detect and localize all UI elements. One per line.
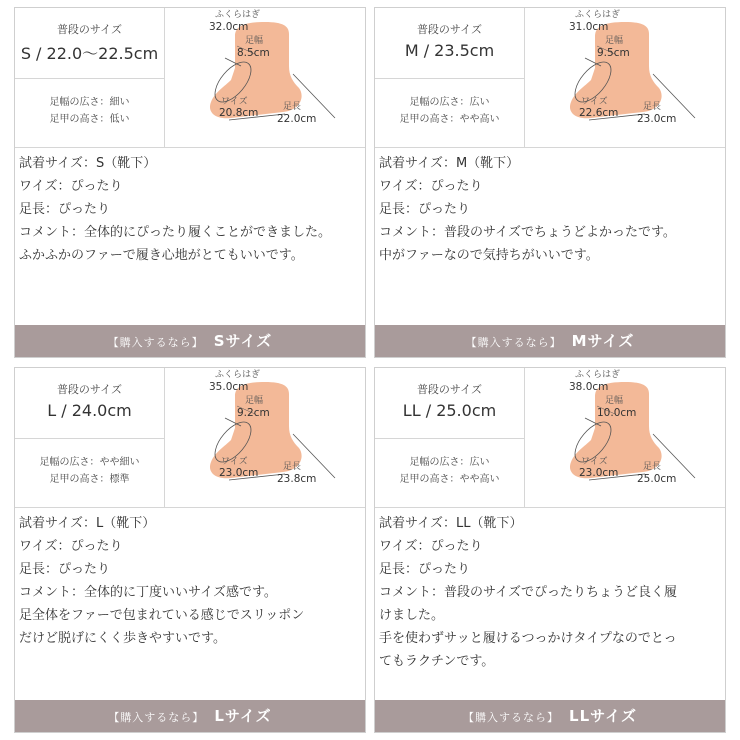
review-line: 足長：ぴったり [19,562,111,577]
calf-label: ふくらはぎ [215,10,261,20]
review-line: 試着サイズ：LL（靴下） [379,516,523,531]
review-line: 試着サイズ：M（靴下） [379,156,520,171]
foot-fit-notes [375,454,524,488]
foot-length-label: 足長 [283,462,302,472]
calf-value: 31.0cm [569,21,609,33]
review-line: だけど脱げにくく歩きやすいです。 [19,631,226,646]
review-line: ワイズ：ぴったり [19,539,123,554]
ankle-width-label: 足幅 [245,396,264,406]
review-line: 試着サイズ：L（靴下） [19,516,156,531]
foot-length-value: 22.0cm [277,113,317,125]
review-text [19,152,363,267]
foot-measurement-illustration [525,8,725,148]
size-info-panel [15,8,165,148]
foot-diagram [165,368,367,508]
recommended-size-bar [375,700,725,732]
review-line: けました。 [379,608,445,623]
foot-measurement-illustration [525,368,725,508]
size-review-card [14,7,366,358]
foot-measurement-illustration [165,8,365,148]
usual-size-value: LL / 25.0cm [402,401,497,420]
foot-length-label: 足長 [283,102,302,112]
calf-label: ふくらはぎ [575,370,621,380]
wise-value: 23.0cm [219,467,259,479]
foot-length-value: 23.8cm [277,473,317,485]
instep-height-note: 足甲の高さ：標準 [49,474,130,485]
wise-value: 22.6cm [579,107,619,119]
foot-length-value: 23.0cm [637,113,677,125]
review-line: 手を使わずサッと履けるつっかけタイプなのでとっ [379,631,677,646]
instep-height-note: 足甲の高さ：やや高い [399,474,500,485]
foot-fit-notes [375,94,524,128]
foot-width-note: 足幅の広さ：細い [49,97,130,108]
foot-length-value: 25.0cm [637,473,677,485]
review-line: 足長：ぴったり [19,202,111,217]
usual-size-value: M / 23.5cm [404,41,495,60]
size-review-card [374,367,726,733]
ankle-width-value: 9.2cm [237,407,270,419]
ankle-width-value: 10.0cm [597,407,637,419]
size-info-panel [375,8,525,148]
usual-size-label: 普段のサイズ [416,23,483,36]
usual-size-box [375,8,524,79]
recommended-size-prefix: 【購入するなら】 [463,711,560,724]
recommended-size-value: LLサイズ [569,707,637,725]
usual-size-box [375,368,524,439]
foot-width-note: 足幅の広さ：広い [409,97,490,108]
usual-size-label: 普段のサイズ [56,23,123,36]
foot-diagram [165,8,367,148]
usual-size-label: 普段のサイズ [416,383,483,396]
recommended-size-bar [15,700,365,732]
size-review-card [374,7,726,358]
foot-fit-notes [15,94,164,128]
recommended-size-bar [15,325,365,357]
review-line: てもラクチンです。 [379,654,495,669]
usual-size-value: L / 24.0cm [47,401,132,420]
foot-width-note: 足幅の広さ：やや細い [39,457,140,468]
review-line: ワイズ：ぴったり [379,179,483,194]
wise-label: ワイズ [581,97,608,107]
usual-size-box [15,368,164,439]
review-line: コメント：全体的に丁度いいサイズ感です。 [19,585,277,600]
review-text [379,152,723,267]
calf-value: 35.0cm [209,381,249,393]
calf-label: ふくらはぎ [215,370,261,380]
ankle-width-label: 足幅 [605,36,624,46]
wise-value: 20.8cm [219,107,259,119]
size-review-card [14,367,366,733]
recommended-size-prefix: 【購入するなら】 [107,336,204,349]
review-line: ふかふかのファーで履き心地がとてもいいです。 [19,248,304,263]
review-line: 足全体をファーで包まれている感じでスリッポン [19,608,305,623]
recommended-size-bar [375,325,725,357]
foot-measurement-illustration [165,368,365,508]
review-line: 試着サイズ：S（靴下） [19,156,157,171]
calf-value: 38.0cm [569,381,609,393]
foot-diagram [525,8,727,148]
ankle-width-label: 足幅 [245,36,264,46]
review-text [379,512,723,673]
review-line: ワイズ：ぴったり [19,179,123,194]
review-text [19,512,363,650]
review-line: 中がファーなので気持ちがいいです。 [379,248,599,263]
instep-height-note: 足甲の高さ：低い [49,114,130,125]
review-line: ワイズ：ぴったり [379,539,483,554]
ankle-width-value: 9.5cm [597,47,630,59]
review-line: コメント：普段のサイズでちょうどよかったです。 [379,225,676,240]
foot-diagram [525,368,727,508]
ankle-width-value: 8.5cm [237,47,270,59]
ankle-width-label: 足幅 [605,396,624,406]
foot-length-label: 足長 [643,462,662,472]
review-line: 足長：ぴったり [379,202,471,217]
review-line: 足長：ぴったり [379,562,471,577]
recommended-size-prefix: 【購入するなら】 [108,711,205,724]
foot-fit-notes [15,454,164,488]
foot-width-note: 足幅の広さ：広い [409,457,490,468]
size-info-panel [15,368,165,508]
recommended-size-value: Sサイズ [213,332,273,350]
wise-label: ワイズ [221,97,248,107]
usual-size-label: 普段のサイズ [56,383,123,396]
wise-label: ワイズ [221,457,248,467]
review-line: コメント：普段のサイズでぴったりちょうど良く履 [379,585,677,600]
recommended-size-value: Lサイズ [214,707,272,725]
recommended-size-value: Mサイズ [571,332,635,350]
usual-size-box [15,8,164,79]
size-info-panel [375,368,525,508]
review-line: コメント：全体的にぴったり履くことができました。 [19,225,332,240]
wise-value: 23.0cm [579,467,619,479]
calf-value: 32.0cm [209,21,249,33]
calf-label: ふくらはぎ [575,10,621,20]
wise-label: ワイズ [581,457,608,467]
recommended-size-prefix: 【購入するなら】 [465,336,562,349]
instep-height-note: 足甲の高さ：やや高い [399,114,500,125]
usual-size-value: S / 22.0〜22.5cm [20,44,159,63]
foot-length-label: 足長 [643,102,662,112]
